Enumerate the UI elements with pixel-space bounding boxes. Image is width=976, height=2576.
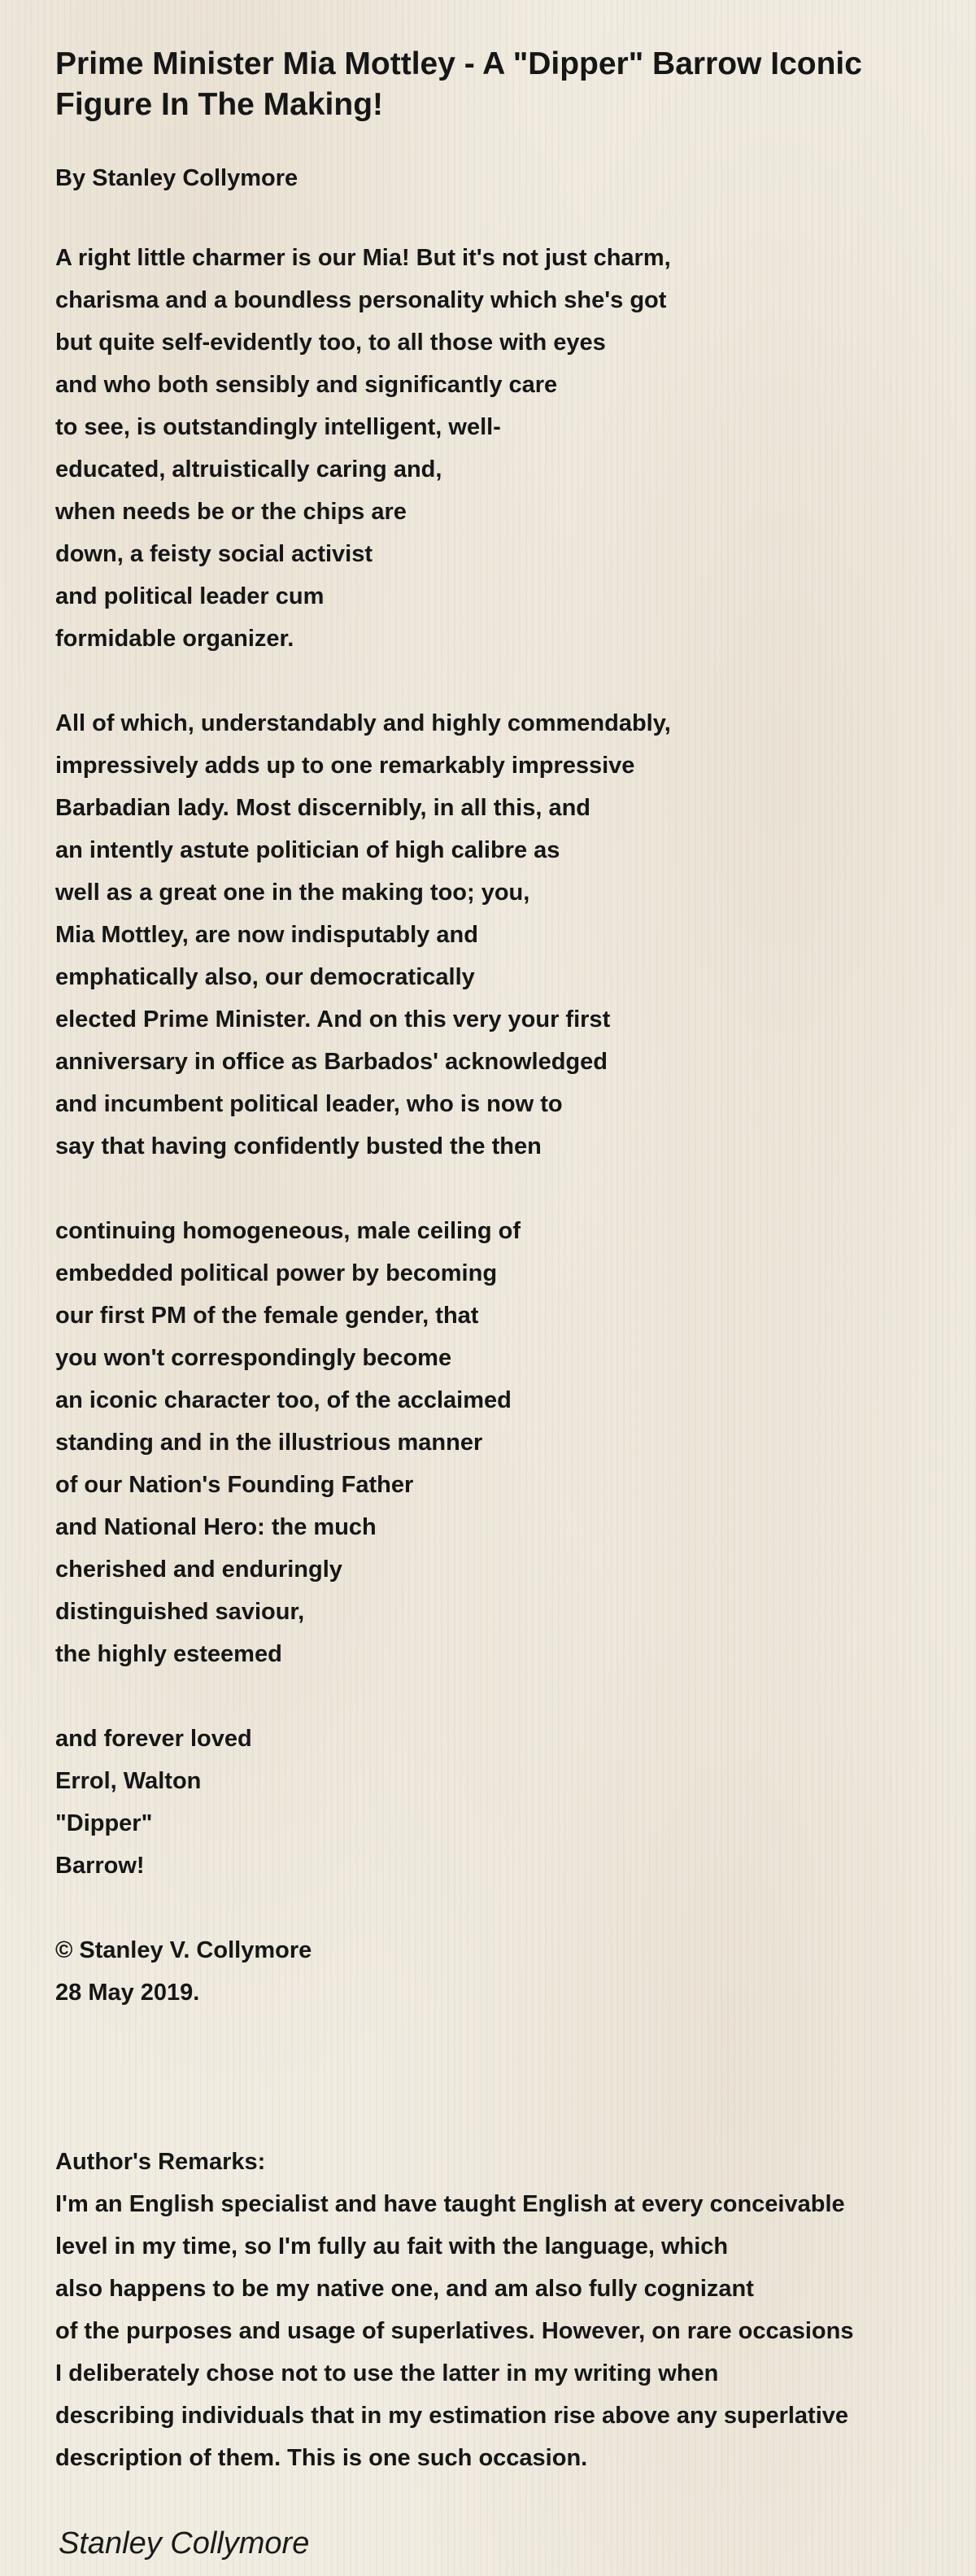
poem-line: distinguished saviour,	[55, 1599, 305, 1625]
remarks-line: of the purposes and usage of superlatives. However, on rare occasions	[55, 2318, 854, 2344]
poem-title: Prime Minister Mia Mottley - A "Dipper" Barrow Iconic Figure In The Making!	[55, 46, 862, 122]
date-line: 28 May 2019.	[55, 1980, 200, 2006]
poem-line: you won't correspondingly become	[55, 1345, 452, 1371]
remarks-line: I deliberately chose not to use the latter in my writing when	[55, 2360, 719, 2386]
poem-line: the highly esteemed	[55, 1641, 282, 1667]
poem-line: and who both sensibly and significantly care	[55, 372, 558, 398]
poem-line: educated, altruistically caring and,	[55, 456, 442, 482]
poem-line: to see, is outstandingly intelligent, well-	[55, 414, 501, 440]
poem-line: charisma and a boundless personality which she's got	[55, 287, 667, 313]
author-remarks	[55, 2141, 958, 2479]
stanza-1	[55, 237, 958, 660]
poem-line: elected Prime Minister. And on this very your first	[55, 1006, 611, 1033]
poem-line: and forever loved	[55, 1726, 252, 1752]
copyright-line: © Stanley V. Collymore	[55, 1937, 312, 1963]
poem-line: impressively adds up to one remarkably impressive	[55, 753, 635, 779]
remarks-line: describing individuals that in my estimation rise above any superlative	[55, 2403, 849, 2429]
poem-author: By Stanley Collymore	[55, 165, 298, 191]
poem-line: A right little charmer is our Mia! But it's not just charm,	[55, 245, 671, 271]
remarks-line: I'm an English specialist and have taught English at every conceivable	[55, 2191, 845, 2217]
poem-line: an iconic character too, of the acclaimed	[55, 1387, 512, 1413]
poem-line: down, a feisty social activist	[55, 541, 373, 567]
poem-line: an intently astute politician of high calibre as	[55, 837, 560, 863]
poem-line: but quite self-evidently too, to all those with eyes	[55, 330, 606, 356]
poem-line: cherished and enduringly	[55, 1557, 342, 1583]
poem-line: embedded political power by becoming	[55, 1260, 498, 1286]
poem-line: and National Hero: the much	[55, 1514, 377, 1540]
remarks-line: also happens to be my native one, and am also fully cognizant	[55, 2276, 754, 2302]
poem-line: of our Nation's Founding Father	[55, 1472, 414, 1498]
poem-line: emphatically also, our democratically	[55, 964, 475, 990]
author-signature: Stanley Collymore	[59, 2526, 310, 2561]
poem-line: Mia Mottley, are now indisputably and	[55, 922, 478, 948]
poem-line: say that having confidently busted the then	[55, 1133, 542, 1159]
poem-line: Barbadian lady. Most discernibly, in all this, and	[55, 795, 591, 821]
poem-line: Errol, Walton	[55, 1768, 202, 1794]
poem-line: "Dipper"	[55, 1810, 153, 1836]
poem-line: and political leader cum	[55, 583, 325, 609]
poem-line: when needs be or the chips are	[55, 499, 407, 525]
poem-line: continuing homogeneous, male ceiling of	[55, 1218, 521, 1244]
remarks-line: level in my time, so I'm fully au fait with the language, which	[55, 2233, 729, 2259]
stanza-3	[55, 1210, 958, 1675]
poem-line: anniversary in office as Barbados' acknowledged	[55, 1049, 608, 1075]
poem-line: standing and in the illustrious manner	[55, 1430, 483, 1456]
copyright-block	[55, 1929, 958, 2014]
remarks-heading: Author's Remarks:	[55, 2149, 266, 2175]
poem-line: and incumbent political leader, who is now to	[55, 1091, 563, 1117]
poem-line: All of which, understandably and highly commendably,	[55, 710, 671, 736]
poem-line: well as a great one in the making too; you,	[55, 880, 530, 906]
poem-line: Barrow!	[55, 1853, 145, 1879]
poem-line: formidable organizer.	[55, 626, 294, 652]
remarks-line: description of them. This is one such occasion.	[55, 2445, 588, 2471]
poem-line: our first PM of the female gender, that	[55, 1303, 479, 1329]
poem-body	[55, 237, 958, 2014]
stanza-2	[55, 702, 958, 1168]
stanza-4	[55, 1718, 958, 1887]
